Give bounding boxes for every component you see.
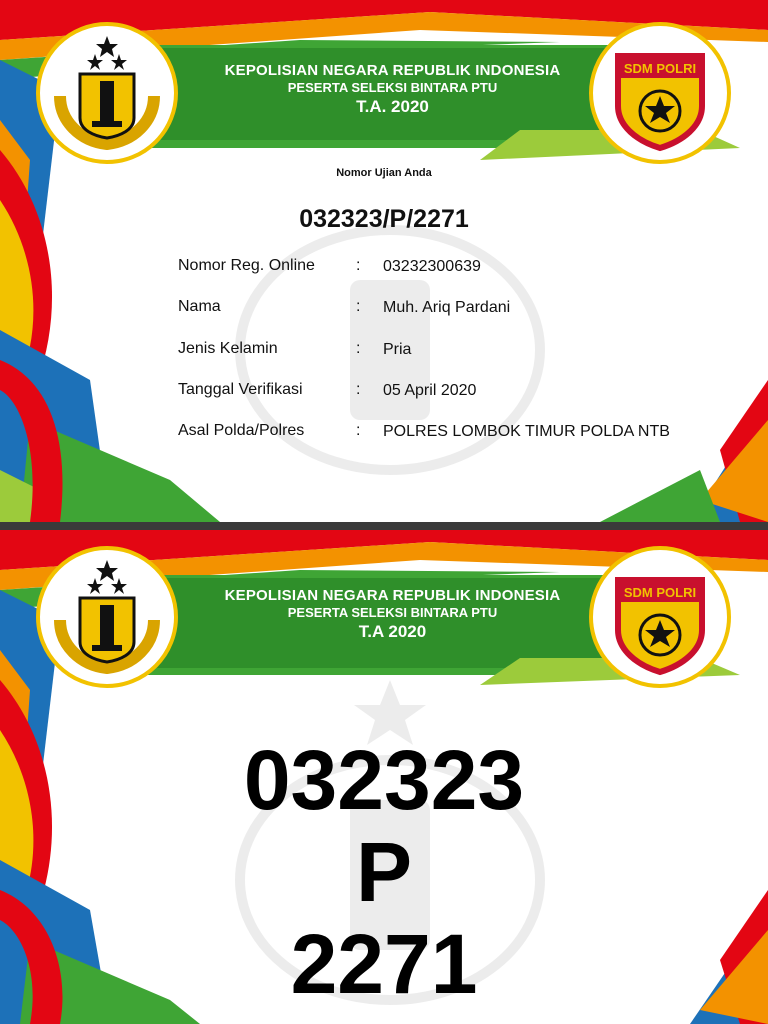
field-colon: : <box>356 381 361 398</box>
header-line3: T.A 2020 <box>358 622 427 641</box>
field-value: 05 April 2020 <box>383 382 477 399</box>
header-line2: PESERTA SELEKSI BINTARA PTU <box>287 605 498 620</box>
header-line3: T.A. 2020 <box>356 97 429 116</box>
field-value: Muh. Ariq Pardani <box>383 299 511 316</box>
field-colon: : <box>356 422 361 439</box>
field-label: Nomor Reg. Online <box>178 257 315 274</box>
big-number-line3: 2271 <box>290 917 478 1011</box>
field-label: Nama <box>178 298 221 315</box>
header-line1: KEPOLISIAN NEGARA REPUBLIK INDONESIA <box>224 587 561 604</box>
exam-number: 032323/P/2271 <box>299 205 469 233</box>
field-colon: : <box>356 340 361 357</box>
field-colon: : <box>356 298 361 315</box>
header-banner <box>120 62 665 117</box>
field-value: Pria <box>383 341 412 358</box>
field-label: Jenis Kelamin <box>178 340 278 357</box>
big-number-line2: P <box>355 825 413 919</box>
field-colon: : <box>356 257 361 274</box>
field-label: Asal Polda/Polres <box>178 422 305 439</box>
big-number-line1: 032323 <box>243 733 525 827</box>
field-value: POLRES LOMBOK TIMUR POLDA NTB <box>383 423 670 440</box>
exam-number-label: Nomor Ujian Anda <box>336 167 432 179</box>
badge-text: SDM POLRI <box>623 61 697 76</box>
header-line1: KEPOLISIAN NEGARA REPUBLIK INDONESIA <box>224 62 561 79</box>
header-line2: PESERTA SELEKSI BINTARA PTU <box>287 80 498 95</box>
field-label: Tanggal Verifikasi <box>178 381 303 398</box>
field-value: 03232300639 <box>383 258 481 275</box>
header-banner <box>120 587 665 642</box>
badge-text: SDM POLRI <box>623 585 697 600</box>
exam-number-card <box>0 530 768 1024</box>
